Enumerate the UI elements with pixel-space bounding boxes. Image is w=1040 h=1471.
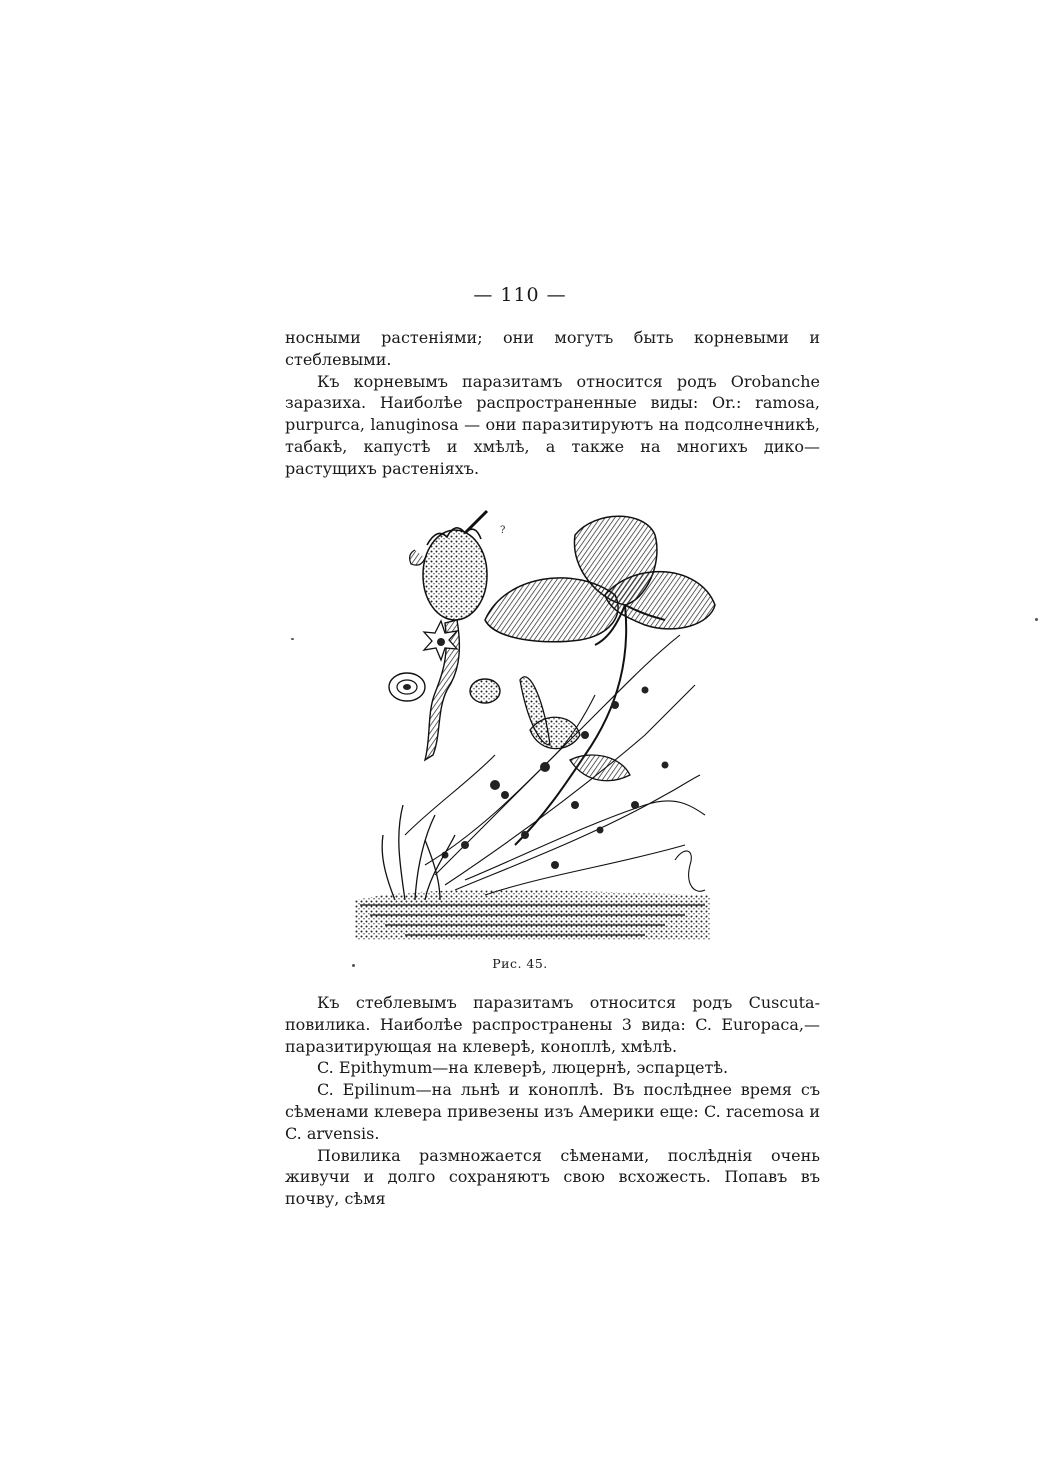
page-number: — 110 — <box>473 284 567 306</box>
plant-illustration <box>345 505 720 945</box>
figure-illustration <box>345 505 720 945</box>
scan-speck <box>1035 618 1038 621</box>
lower-leaves <box>520 677 630 781</box>
paragraph: C. Epithymum—на клеверѣ, люцернѣ, эспарцетѣ. <box>317 1058 729 1078</box>
svg-text:?: ? <box>500 525 506 536</box>
scan-speck <box>291 638 294 640</box>
paragraph: Къ корневымъ паразитамъ относится родъ Orobanche заразиха. Наиболѣе распространенные виды: Or.: ramosa, purpurca, lanuginosa — они паразитируютъ на подсолнечникѣ, табакѣ, капустѣ и хмѣлѣ, а также на многихъ дико—растущихъ растеніяхъ. <box>285 371 820 478</box>
paragraph: C. Epilinum—на льнѣ и коноплѣ. Въ послѣднее время съ сѣменами клевера привезены изъ Америки еще: C. racemosa и C. arvensis. <box>285 1080 820 1143</box>
text-block-bottom <box>285 992 820 1210</box>
text-block-top <box>285 327 820 480</box>
paragraph: Повилика размножается сѣменами, послѣднія очень живучи и долго сохраняютъ свою всхожесть. Попавъ въ почву, сѣмя <box>285 1145 820 1209</box>
paragraph: носными растеніями; они могутъ быть корневыми и стеблевыми. <box>285 328 820 369</box>
scan-speck <box>352 964 355 967</box>
paragraph: Къ стеблевымъ паразитамъ относится родъ Cuscuta-повилика. Наиболѣе распространены 3 вида: C. Europaca,— паразитирующая на клеверѣ, коноплѣ, хмѣлѣ. <box>285 993 820 1056</box>
clover-leaves <box>485 516 715 642</box>
ground <box>355 890 710 940</box>
cuscuta-flower-clusters <box>442 687 669 870</box>
orobanche-flower-head <box>410 511 506 620</box>
figure-caption: Рис. 45. <box>492 956 548 971</box>
